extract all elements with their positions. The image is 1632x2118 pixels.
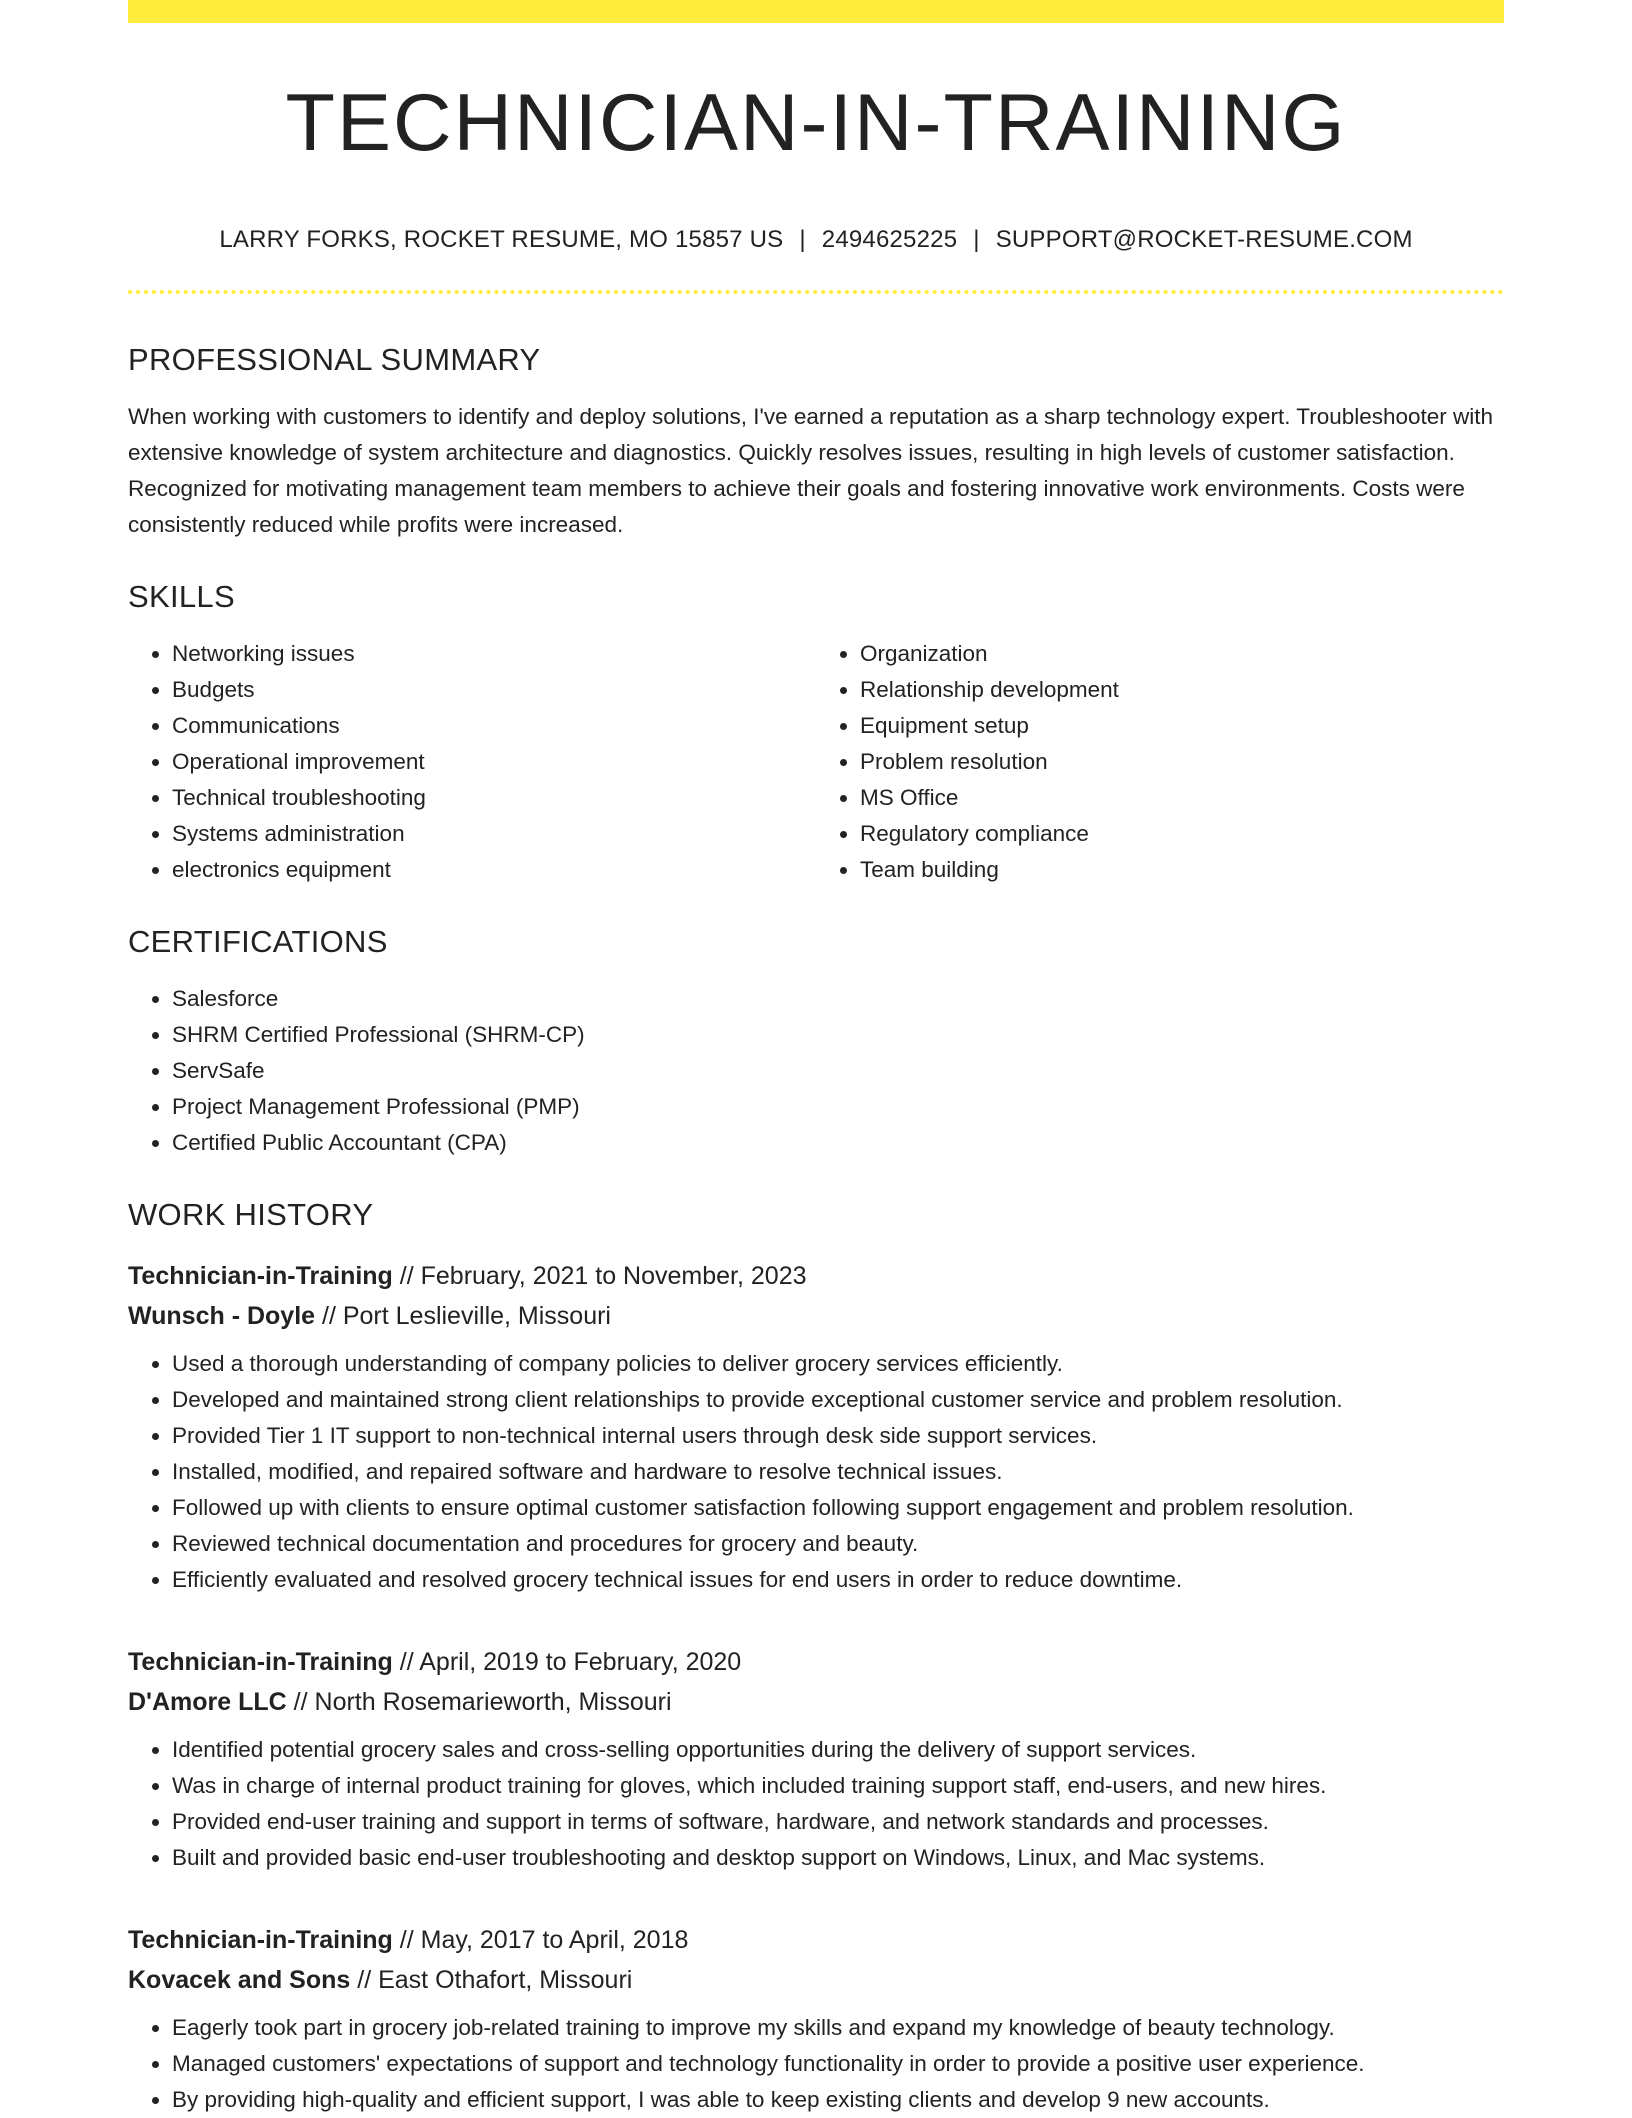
job-dates: // April, 2019 to February, 2020 bbox=[392, 1648, 742, 1676]
job-location: // East Othafort, Missouri bbox=[350, 1966, 633, 1994]
job-dates: // February, 2021 to November, 2023 bbox=[392, 1262, 807, 1290]
certifications-section bbox=[128, 926, 1504, 1161]
skill-item: • MS Office bbox=[860, 780, 1504, 816]
section-heading: WORK HISTORY bbox=[128, 1197, 374, 1232]
skill-item: • Organization bbox=[860, 636, 1504, 672]
job-bullet: • Followed up with clients to ensure optimal customer satisfaction following support engagement and problem resolution. bbox=[172, 1490, 1504, 1526]
job-bullet: • Installed, modified, and repaired software and hardware to resolve technical issues. bbox=[172, 1454, 1504, 1490]
skills-list-right bbox=[816, 636, 1504, 888]
job-location: // North Rosemarieworth, Missouri bbox=[286, 1688, 672, 1716]
job-company-line bbox=[128, 1960, 1504, 2000]
certification-item: • Certified Public Accountant (CPA) bbox=[172, 1125, 1504, 1161]
skill-item: • Budgets bbox=[172, 672, 816, 708]
job-bullet: • Developed and maintained strong client relationships to provide exceptional customer service and problem resolution. bbox=[172, 1382, 1504, 1418]
skill-item: • Team building bbox=[860, 852, 1504, 888]
resume-name: TECHNICIAN-IN-TRAINING bbox=[285, 78, 1347, 168]
job-bullet: • Reviewed technical documentation and procedures for grocery and beauty. bbox=[172, 1526, 1504, 1562]
work-history-section bbox=[128, 1199, 1504, 2118]
job-bullets bbox=[128, 1732, 1504, 1876]
job-entry bbox=[128, 1920, 1504, 2118]
job-company-line bbox=[128, 1296, 1504, 1336]
accent-top-bar bbox=[128, 0, 1504, 23]
job-dates: // May, 2017 to April, 2018 bbox=[392, 1926, 689, 1954]
job-bullet: • Provided Tier 1 IT support to non-technical internal users through desk side support services. bbox=[172, 1418, 1504, 1454]
contact-separator: | bbox=[973, 226, 980, 253]
job-title: Technician-in-Training bbox=[128, 1262, 393, 1290]
job-company: Wunsch - Doyle bbox=[128, 1302, 316, 1330]
job-bullets bbox=[128, 1346, 1504, 1598]
job-bullet: • By providing high-quality and efficient support, I was able to keep existing clients and develop 9 new accounts. bbox=[172, 2082, 1504, 2118]
section-heading: PROFESSIONAL SUMMARY bbox=[128, 342, 541, 377]
certification-item: • ServSafe bbox=[172, 1053, 1504, 1089]
job-bullet: • Eagerly took part in grocery job-related training to improve my skills and expand my knowledge of beauty technology. bbox=[172, 2010, 1504, 2046]
job-title: Technician-in-Training bbox=[128, 1648, 393, 1676]
job-bullet: • Used a thorough understanding of company policies to deliver grocery services efficiently. bbox=[172, 1346, 1504, 1382]
job-company: D'Amore LLC bbox=[128, 1688, 287, 1716]
certification-item: • Project Management Professional (PMP) bbox=[172, 1089, 1504, 1125]
skill-item: • Networking issues bbox=[172, 636, 816, 672]
job-bullet: • Provided end-user training and support in terms of software, hardware, and network standards and processes. bbox=[172, 1804, 1504, 1840]
skill-item: • electronics equipment bbox=[172, 852, 816, 888]
dotted-divider bbox=[128, 290, 1504, 294]
skill-item: • Problem resolution bbox=[860, 744, 1504, 780]
contact-email: SUPPORT@ROCKET-RESUME.COM bbox=[995, 226, 1413, 253]
job-bullet: • Built and provided basic end-user troubleshooting and desktop support on Windows, Linux, and Mac systems. bbox=[172, 1840, 1504, 1876]
skills-list-left bbox=[128, 636, 816, 888]
certification-item: • Salesforce bbox=[172, 981, 1504, 1017]
job-bullet: • Identified potential grocery sales and cross-selling opportunities during the delivery of support services. bbox=[172, 1732, 1504, 1768]
job-company: Kovacek and Sons bbox=[128, 1966, 351, 1994]
contact-address: LARRY FORKS, ROCKET RESUME, MO 15857 US bbox=[219, 226, 784, 253]
job-bullet: • Efficiently evaluated and resolved grocery technical issues for end users in order to reduce downtime. bbox=[172, 1562, 1504, 1598]
skills-columns bbox=[128, 636, 1504, 888]
skill-item: • Communications bbox=[172, 708, 816, 744]
job-company-line bbox=[128, 1682, 1504, 1722]
resume-page bbox=[128, 0, 1504, 2118]
skill-item: • Technical troubleshooting bbox=[172, 780, 816, 816]
job-title-line bbox=[128, 1642, 1504, 1682]
skill-item: • Relationship development bbox=[860, 672, 1504, 708]
certification-item: • SHRM Certified Professional (SHRM-CP) bbox=[172, 1017, 1504, 1053]
skills-section bbox=[128, 581, 1504, 888]
skill-item: • Regulatory compliance bbox=[860, 816, 1504, 852]
job-bullets bbox=[128, 2010, 1504, 2118]
contact-separator: | bbox=[799, 226, 806, 253]
job-bullet: • Was in charge of internal product training for gloves, which included training support staff, end-users, and new hires. bbox=[172, 1768, 1504, 1804]
skill-item: • Equipment setup bbox=[860, 708, 1504, 744]
certifications-list bbox=[128, 981, 1504, 1161]
job-entry bbox=[128, 1256, 1504, 1598]
job-title-line bbox=[128, 1920, 1504, 1960]
skill-item: • Operational improvement bbox=[172, 744, 816, 780]
contact-phone: 2494625225 bbox=[821, 226, 958, 253]
job-entry bbox=[128, 1642, 1504, 1876]
job-location: // Port Leslieville, Missouri bbox=[315, 1302, 611, 1330]
section-heading: CERTIFICATIONS bbox=[128, 924, 388, 959]
skill-item: • Systems administration bbox=[172, 816, 816, 852]
section-heading: SKILLS bbox=[128, 579, 235, 614]
summary-section bbox=[128, 344, 1504, 543]
job-bullet: • Managed customers' expectations of support and technology functionality in order to provide a positive user experience. bbox=[172, 2046, 1504, 2082]
job-title: Technician-in-Training bbox=[128, 1926, 393, 1954]
contact-line bbox=[128, 228, 1504, 252]
job-title-line bbox=[128, 1256, 1504, 1296]
summary-text: When working with customers to identify and deploy solutions, I've earned a reputation as a sharp technology expert. Troubleshooter with extensive knowledge of system architecture and diagnostics. Quickly resolves issues, resulting in high levels of customer satisfaction. Recognized for motivating management team members to achieve their goals and fostering innovative work environments. Costs were consistently reduced while profits were increased. bbox=[128, 404, 1494, 537]
